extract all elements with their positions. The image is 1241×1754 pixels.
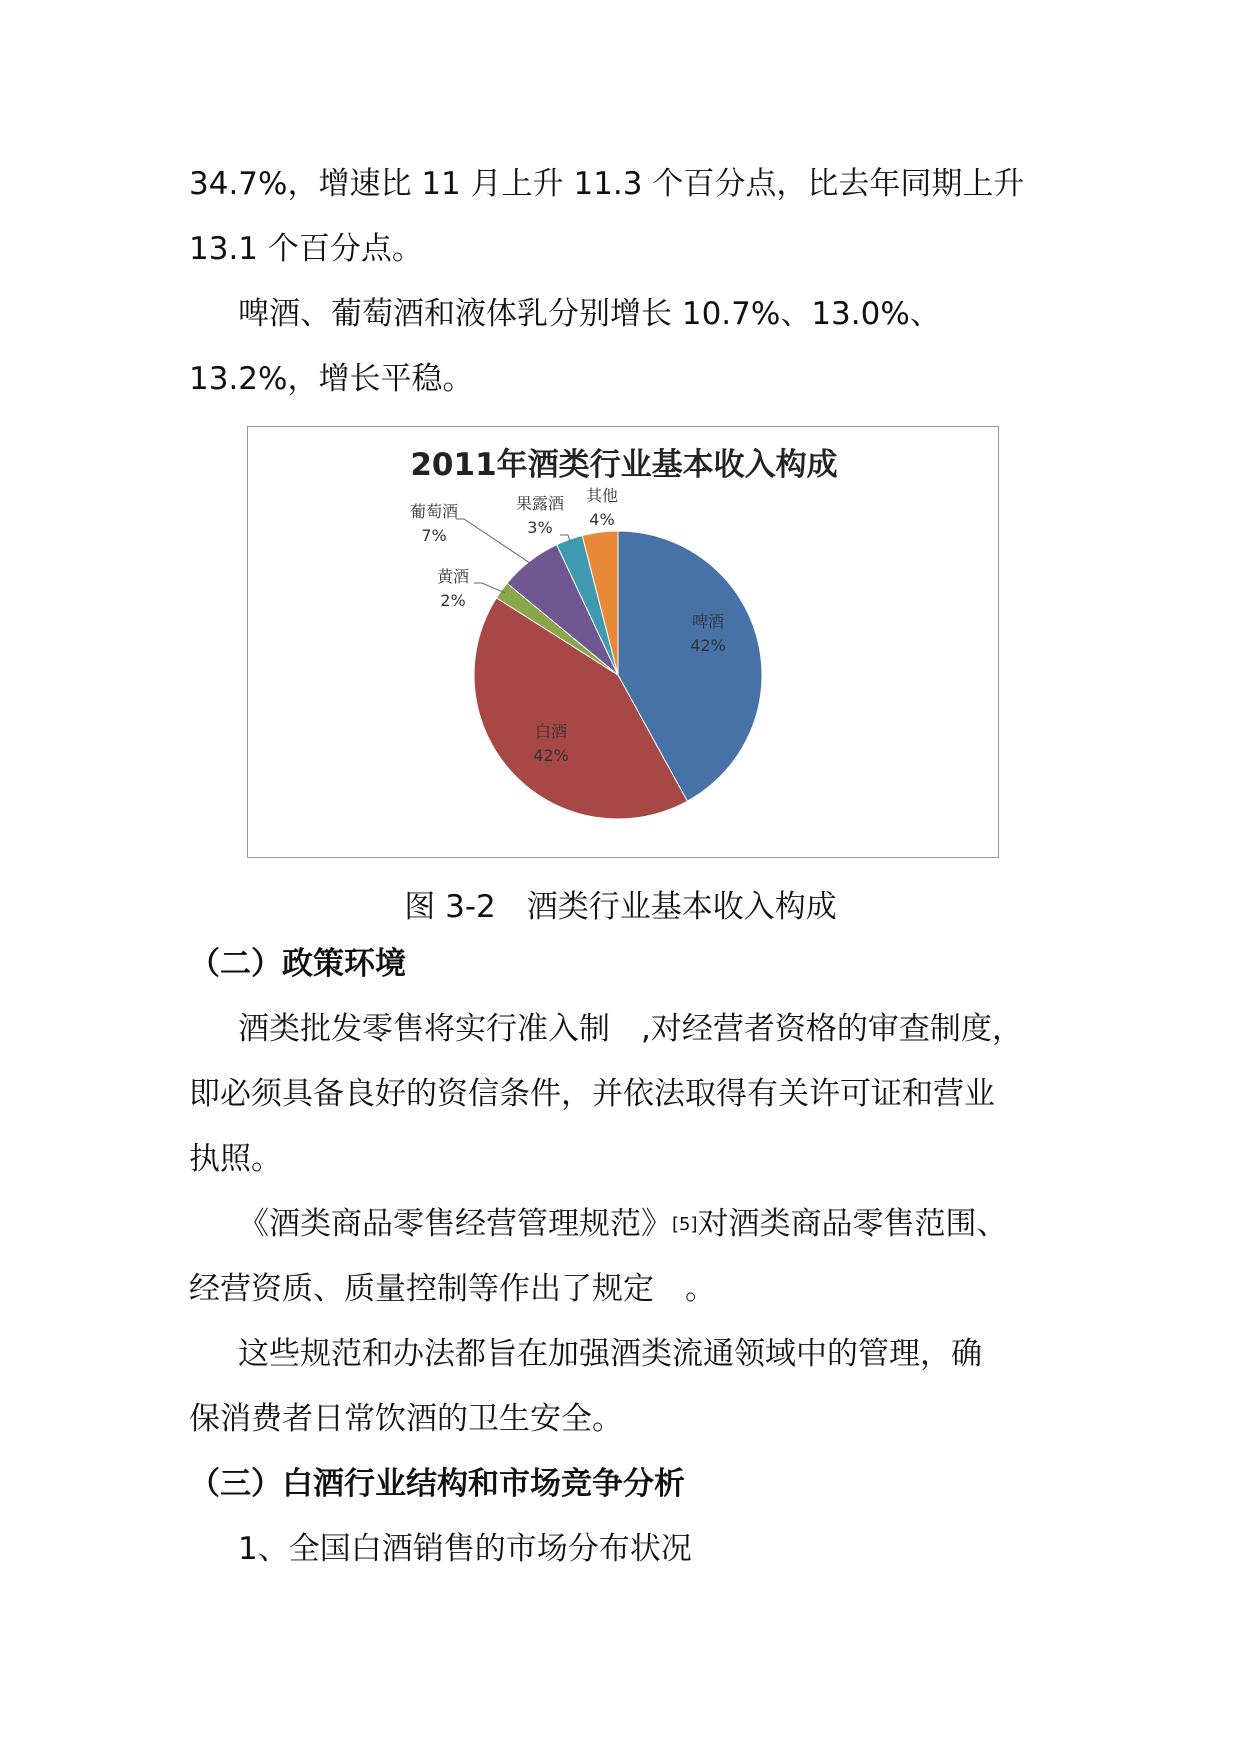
pie-chart-svg [248, 427, 1000, 859]
slice-label: 黄酒 [436, 567, 470, 586]
slice-label: 葡萄酒 [409, 502, 459, 521]
slice-value-label: 7% [421, 526, 447, 545]
paragraph-line: 13.2%，增长平稳。 [189, 361, 474, 397]
chart-title: 2011年酒类行业基本收入构成 [410, 447, 838, 483]
slice-label: 果露酒 [515, 494, 565, 513]
slice-label: 其他 [585, 486, 619, 505]
paragraph-line: 13.1 个百分点。 [189, 231, 423, 267]
slice-value-label: 2% [440, 591, 466, 610]
paragraph-line: 经营资质、质量控制等作出了规定 。 [189, 1271, 716, 1307]
paragraph-line: 啤酒、葡萄酒和液体乳分别增长 10.7%、13.0%、 [238, 296, 941, 332]
slice-label: 白酒 [534, 722, 568, 741]
paragraph-line: 34.7%，增速比 11 月上升 11.3 个百分点，比去年同期上升 [189, 166, 1025, 202]
regulation-title: 《酒类商品零售经营管理规范》 [238, 1206, 672, 1242]
pie-chart [247, 426, 999, 858]
slice-value-label: 42% [690, 636, 726, 655]
paragraph-line: 酒类批发零售将实行准入制 ,对经营者资格的审查制度， [238, 1011, 1023, 1047]
paragraph-line: 保消费者日常饮酒的卫生安全。 [189, 1401, 623, 1437]
leader-line [474, 583, 505, 593]
paragraph-line [238, 1204, 1008, 1249]
citation-ref[interactable]: [5] [672, 1214, 698, 1235]
paragraph-line: 执照。 [189, 1141, 282, 1177]
paragraph-text: 对酒类商品零售范围、 [697, 1206, 1008, 1242]
section-heading: （三）白酒行业结构和市场竞争分析 [189, 1466, 685, 1502]
slice-value-label: 3% [527, 518, 553, 537]
figure-caption: 图 3-2 酒类行业基本收入构成 [404, 889, 837, 925]
slice-value-label: 4% [589, 510, 615, 529]
list-item: 1、全国白酒销售的市场分布状况 [238, 1531, 692, 1567]
leader-line [456, 519, 532, 565]
paragraph-line: 这些规范和办法都旨在加强酒类流通领域中的管理，确 [238, 1336, 982, 1372]
paragraph-line: 即必须具备良好的资信条件，并依法取得有关许可证和营业 [189, 1076, 995, 1112]
slice-label: 啤酒 [691, 612, 725, 631]
section-heading: （二）政策环境 [189, 946, 406, 982]
slice-value-label: 42% [533, 746, 569, 765]
